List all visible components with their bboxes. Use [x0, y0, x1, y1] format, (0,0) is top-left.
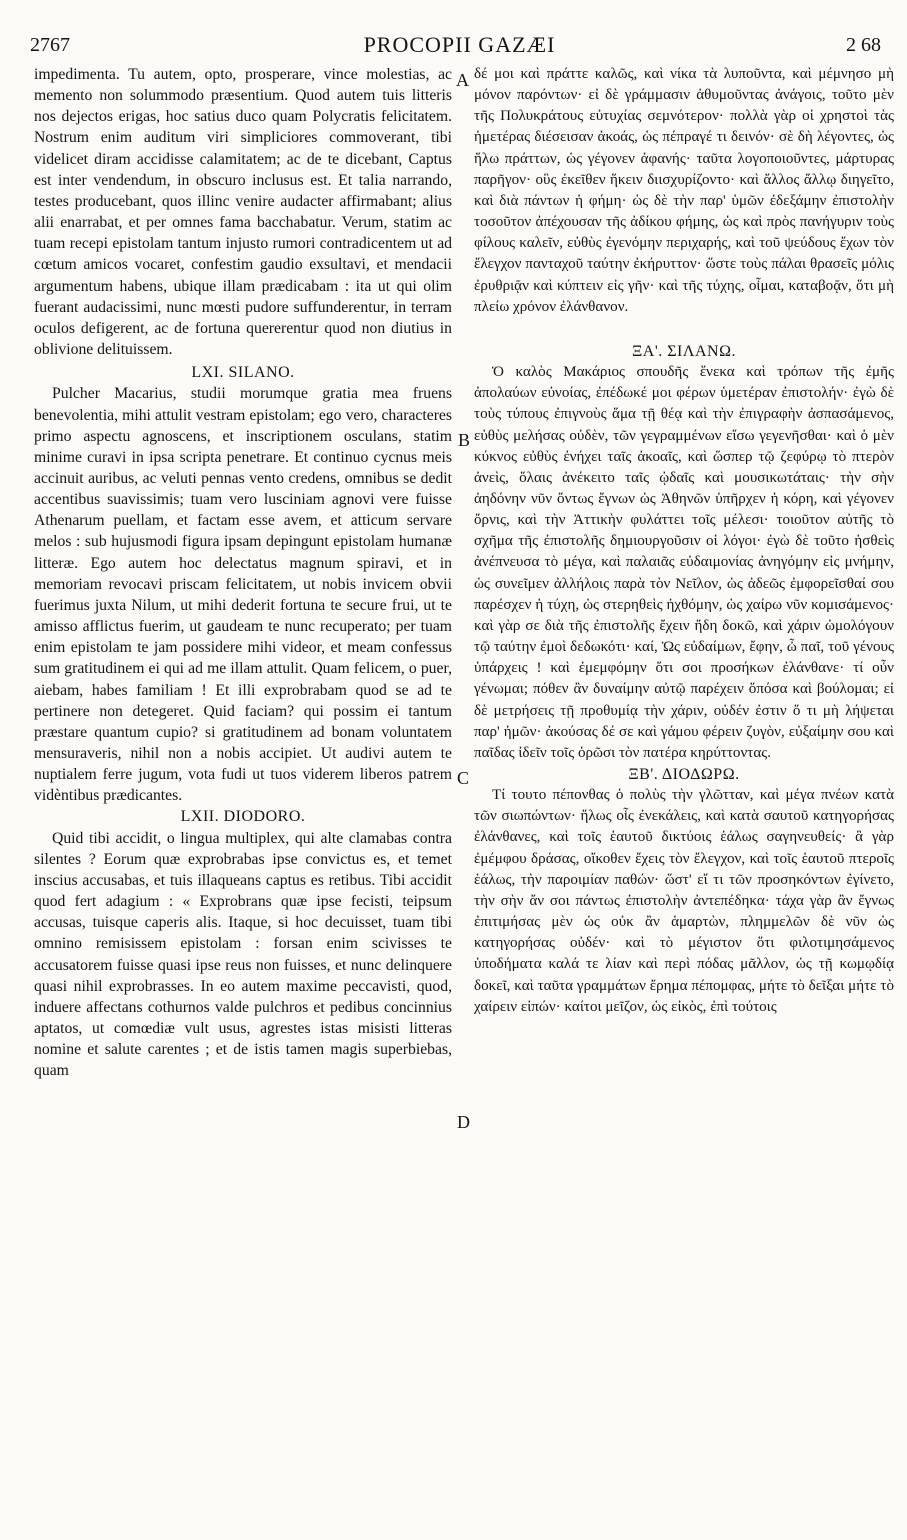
- running-title: PROCOPII GAZÆI: [363, 32, 556, 57]
- section-marker-d: D: [457, 1112, 470, 1132]
- latin-letter-61: Pulcher Macarius, studii morumque gratia mea fruens benevolentia, mihi attulit vestram epistolam; ego vero, characteres primo aspectu agnoscens, et inscriptionem osculans, statim minime curavi in ipsa scripta penetrare. Et continuo cycnus meis accinuit auribus, ac veluti pennas vento credens, omnibus se dedit accentibus suavissimis; tuam vero lusciniam agnovi vere fuisse Athenarum puellam, et factam esse avem, et atticum servare melos : sub hujusmodi figura ipsam depingunt epistolam humanæ litteræ. Ego autem hoc delectatus magnum spiravi, et in memoriam revocavi priscam felicitatem, ut nobis invicem obvii fuerimus juxta Nilum, ut mihi dederit fortuna te secure frui, ut te amisso afflictus fuerim, ut gaudeam te nunc recuperato; per tuam enim epistolam te jam possidere mihi videor, et meam confessus sum gratitudinem ei qui ad me illam attulit. Quam felicem, o puer, aiebam, habes familiam ! Et illi exprobrabam quod se ad te pertinere non detegeret. Quid faciam? qui possim ei tantum præstare quantum cupio? si gratitudinem ad bonam voluntatem mensuraveris, nihil non a nobis accipiet. Ut audivi autem te nuptialem ferre jugum, vota fudi ut tuos viderem liberos patrem vidèntibus prædicantes.: [34, 385, 452, 805]
- greek-column: [474, 64, 894, 1018]
- section-marker-a: A: [456, 70, 469, 90]
- greek-letter-61: Ὁ καλὸς Μακάριος σπουδῆς ἕνεκα καὶ τρόπων τῆς ἐμῆς ἀπολαύων εὐνοίας, ἐπέδωκέ μοι φέρων ὑμετέραν ἐπιστολήν· ἐγὼ δὲ τοὺς τύπους ἐπιγνοὺς ἅμα τῇ θέᾳ καὶ τὴν ἐπιγραφὴν ἀσπασάμενος, εὐθὺς μελήσας οὐδὲν, τῶν γεγραμμένων εἴσω γεγενῆσθαι· καὶ ὁ μὲν κύκνος εὐθὺς ἐνήχει ταῖς ἀκοαῖς, καὶ ὥσπερ τῷ ζεφύρῳ τὸ πτερὸν ἀνεὶς, ὅλαις ἀνέκειτο ταῖς ᾠδαῖς καὶ μουσικωτάταις· τὴν σὴν ἀηδόνην νῦν ὄντως ἔγνων ὡς Ἀθηνῶν ὑπῆρχεν ἡ κόρη, καὶ γέγονεν ὄρνις, καὶ τὴν Ἀττικὴν φυλάττει τοῖς μέλεσι· τοιοῦτον αὐτῆς τὸ σχῆμα τῆς ἐπιστολῆς δημιουργοῦσιν οἱ λόγοι· ἐγὼ δὲ τοῦτο ἡσθεὶς ἀνέπνευσα τὸ μέγα, καὶ παλαιᾶς εὐδαιμονίας ἀνηγόμην εἰς μνήμην, ὡς συνεῖμεν ἀλλήλοις παρὰ τὸν Νεῖλον, ὡς ἀδεῶς ἐμφορεῖσθαί σου παρέσχεν ἡ τύχη, ὡς στερηθεὶς ἠχθόμην, ὡς χαίρω νῦν κομισάμενος· καὶ γὰρ σε διὰ τῆς ἐπιστολῆς ἔχειν ἤδη δοκῶ, καὶ χάριν ὡμολόγουν τῷ ταύτην ἐμοὶ δεδωκότι· καί, Ὡς εὐδαίμων, ἔφην, ὦ παῖ, τοῦ γένους ὑπάρχεις ! καὶ ἐμεμφόμην ὅτι σοι προσήκων ἐλάνθανε· τί οὖν γένωμαι; πόθεν ἂν δυναίμην αὐτῷ παρέχειν ὅπόσα καὶ βούλομαι; εἰ δὲ μετρήσεις τῇ προθυμίᾳ τὴν χάριν, οὐδέν ἐστιν ὅ τι μὴ λήψεται παρ' ἡμῶν· ἀκούσας δέ σε καὶ γάμου φέρειν ζυγὸν, εὐξαίμην σου καὶ παῖδας ἰδεῖν τοῖς ὁρῶσι τὸν πατέρα κηρύττοντας.: [474, 364, 894, 761]
- section-marker-b: B: [458, 430, 471, 450]
- latin-letter-62: Quid tibi accidit, o lingua multiplex, qui alte clamabas contra silentes ? Eorum quæ exprobrabas ipse convictus es, et temet inscius accusabas, et tuis illaqueans captus es retibus. Tibi accidit quod fert adagium : « Exprobrans quæ ipse fecisti, teipsum accusas, tuisque caperis alis. Itaque, si hoc decuisset, tuam tibi omnino remisissem epistolam : forsan enim scivisses te accusatorem fuisse quasi ipse reus non fuisses, et nunc delinquere quasi nihil exprobrasses. In eo autem maxime peccavisti, quod, induere affectans cothurnos valde pulchros et pedibus concinnius aptatos, ut comœdiæ vult usus, agrestes istas misisti litteras nomine et salute carentes ; et de istis tamen magis superbiebas, quam: [34, 829, 452, 1080]
- greek-heading-62: ΞΒ'. ΔΙΟΔΩΡΩ.: [628, 766, 740, 783]
- greek-letter-62: Τί τουτο πέπονθας ὁ πολὺς τὴν γλῶτταν, καὶ μέγα πνέων κατὰ τῶν σιωπώντων· ἥλως οἷς ἐνεκάλεις, καὶ κατὰ σαυτοῦ κατηγορήσας ἐλάνθανες, καὶ τοῖς ἑαυτοῦ δικτύοις ἑάλως σαγηνευθείς· ἃ γὰρ ἐμέμφου δράσας, οἴκοθεν ἔχεις τὸν ἔλεγχον, καὶ τοῖς ἑαυτοῦ πτεροῖς ἑάλως, τὴν παροιμίαν παθών· ὥστ' εἴ τι τῶν προσηκόντων ἐγίνετο, τὴν σὴν ἄν σοι πάντως ἐπιστολὴν ἀντεπέδηκα· τάχα γὰρ ἂν ἔγνως ἐπιτιμήσας μὲν ὡς οὐκ ἂν ἁμαρτὼν, πλημμελῶν δὲ νῦν ὡς κατηγορήσας οὐδέν· καὶ τὸ μέγιστον ὅτι φιλοτιμησάμενος ὑποδήματα καλά τε λίαν καὶ περὶ πόδας μᾶλλον, ὡς τῇ κωμῳδίᾳ δοκεῖ, καὶ ταῦτα γραμμάτων ἔρημα πέπομφας, μήτε τὸ δεῖξαι μήτε τὸ χαίρειν εἰπών· καίτοι μεῖζον, ὡς εἰκὸς, ἐπὶ τούτοις: [474, 787, 894, 1015]
- section-marker-c: C: [457, 768, 470, 788]
- latin-heading-61: LXI. SILANO.: [191, 364, 295, 382]
- left-page-number: 2767: [30, 34, 70, 56]
- page-header: [30, 32, 889, 62]
- latin-heading-62: LXII. DIODORO.: [180, 808, 306, 826]
- greek-opening-paragraph: δέ μοι καὶ πράττε καλῶς, καὶ νίκα τὰ λυποῦντα, καὶ μέμνησο μὴ μόνον παρόντων· εἰ δὲ γράμμασιν ἀθυμοῦντας ἀνάγοις, τοῦτο μὲν τῆς Πολυκράτους εὐτυχίας σεμνότερον· πολλὰ γὰρ οἱ χρηστοὶ τὰς ἡμετέρας διέσεισαν ἀκοάς, ὡς πέπραγέ τι δεινόν· σὲ δὴ λέγοντες, ὡς ἥλω πράττων, ὡς γέγονεν ἀφανής· ταῦτα λογοποιοῦντες, μάρτυρας παρῆγον· οὓς ἐκεῖθεν ἥκειν διισχυρίζοντο· καὶ ἄλλος ἄλλῳ διηγεῖτο, καὶ διὰ πάντων ἡ φήμη· ὡς δὲ τὴν παρ' ὑμῶν ἐδεξάμην ἐπιστολὴν τοσοῦτον ἀπέχουσαν τῆς ἀδίκου φήμης, ὡς καὶ πρὸς πανήγυριν τοὺς φίλους καλεῖν, εὐθὺς ἐγενόμην περιχαρής, καὶ τοῦ ψεύδους ἔχων τὸν ἔλεγχον πανταχοῦ ταύτην ἐκήρυττον· ὥστε τοὺς πάλαι θρασεῖς μόλις ἐρυθριᾷν καὶ κύπτειν εἰς γῆν· καὶ τῆς τύχης, οἶμαι, καταβοᾷν, ὅτι μὴ πλείω χρόνον ἐλάνθανον.: [474, 66, 894, 315]
- latin-column: [34, 64, 452, 1082]
- latin-opening-paragraph: impedimenta. Tu autem, opto, prosperare, vince molestias, ac memento non solummodo præsentium. Quod autem tuis litteris nos dejectos erigas, hoc satius duco quam Polycratis felicitatem. Nostrum enim auditum viri simpliciores commoverant, tibi videlicet diram accidisse calamitatem; ac de te dicebant, Captus est inter vendendum, in obscuro inclusus est. Et talia narrando, testes producebant, quos illinc venire audacter affirmabant; alius alii enarrabat, et per omnes fama bacchabatur. Verum, statim ac tuam recepi epistolam tantum injusto rumori contradicentem ut ad cœtum amicos vocaret, confestim gaudio exsultavi, et mendacii argumentum habens, ubique illam prædicabam : ita ut qui olim fuerant audacissimi, nunc mœsti pudore suffunderentur, in terram oculos defigerent, ac de fortuna quererentur quod non diutius in oblivione delituissem.: [34, 66, 452, 359]
- right-page-number: 2 68: [846, 34, 881, 56]
- greek-heading-61: ΞΑ'. ΣΙΛΑΝΩ.: [632, 342, 736, 360]
